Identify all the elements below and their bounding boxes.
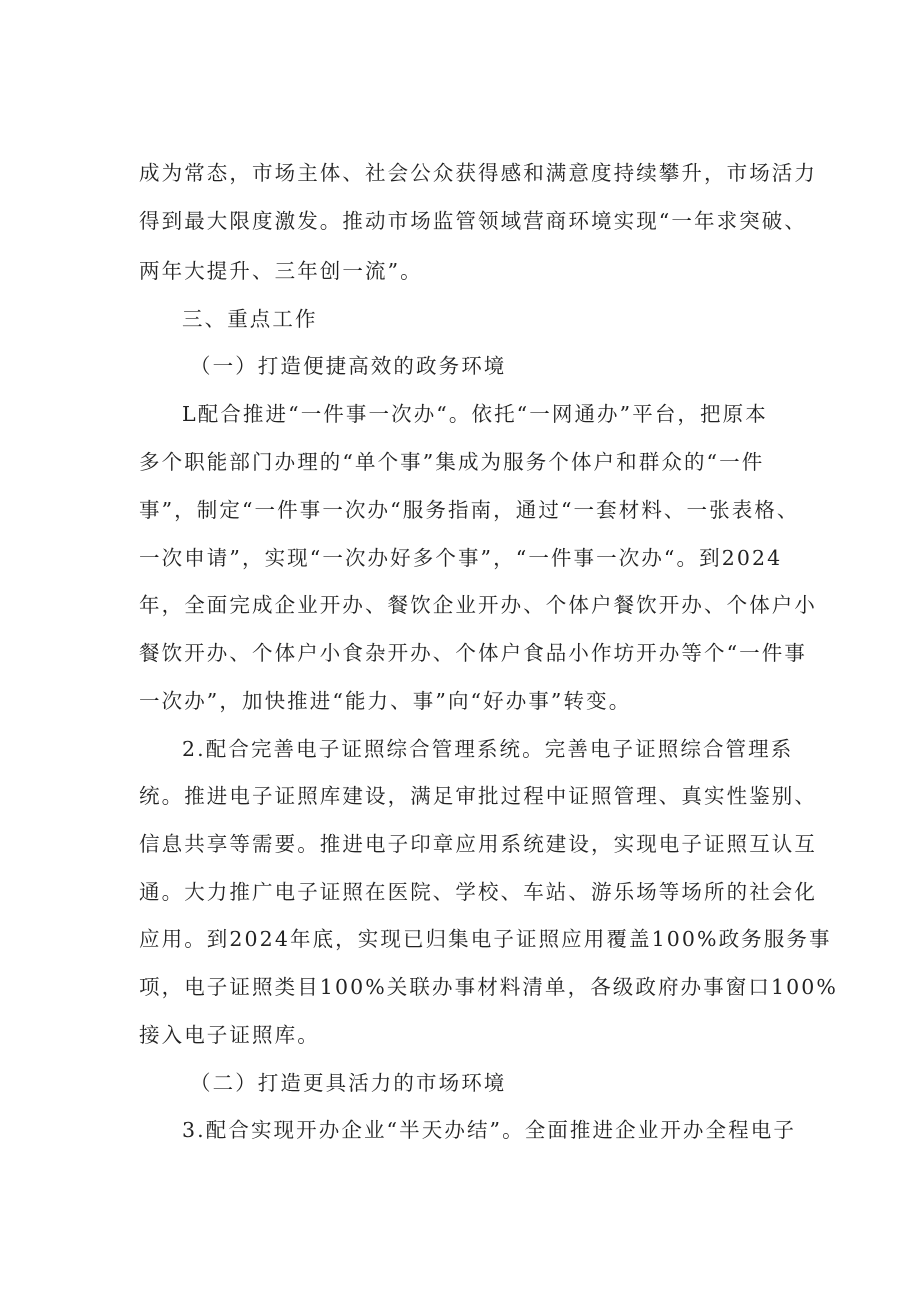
intro-line-3: 两年大提升、三年创一流”。	[139, 259, 423, 283]
item1-line-1: L配合推进“一件事一次办“。依托“一网通办”平台，把原本	[182, 402, 768, 426]
item1-line-2: 多个职能部门办理的“单个事”集成为服务个体户和群众的“一件	[139, 450, 765, 474]
item1-line-4: 一次申请”，实现“一次办好多个事”，“一件事一次办“。到2024	[139, 546, 783, 570]
section-heading-key-work: 三、重点工作	[182, 307, 318, 331]
item2-line-6: 项，电子证照类目100%关联办事材料清单，各级政府办事窗口100%	[139, 975, 839, 999]
item1-line-7: 一次办”，加快推进“能力、事”向“好办事”转变。	[139, 689, 632, 713]
item2-line-5: 应用。到2024年底，实现已归集电子证照应用覆盖100%政务服务事	[139, 927, 832, 951]
item2-line-1: 2.配合完善电子证照综合管理系统。完善电子证照综合管理系	[182, 737, 794, 761]
subsection-heading-market-environment: （二）打造更具活力的市场环境	[190, 1071, 507, 1095]
item2-line-7: 接入电子证照库。	[139, 1023, 320, 1047]
intro-line-2: 得到最大限度激发。推动市场监管领域营商环境实现“一年求突破、	[139, 209, 807, 233]
subsection-heading-government-environment: （一）打造便捷高效的政务环境	[190, 354, 507, 378]
item1-line-3: 事”，制定“一件事一次办“服务指南，通过“一套材料、一张表格、	[139, 498, 800, 522]
item3-line-1: 3.配合实现开办企业“半天办结”。全面推进企业开办全程电子	[182, 1118, 796, 1142]
item2-line-3: 信息共享等需要。推进电子印章应用系统建设，实现电子证照互认互	[139, 832, 817, 856]
item2-line-2: 统。推进电子证照库建设，满足审批过程中证照管理、真实性鉴别、	[139, 784, 817, 808]
item1-line-6: 餐饮开办、个体户小食杂开办、个体户食品小作坊开办等个“一件事	[139, 641, 807, 665]
intro-line-1: 成为常态，市场主体、社会公众获得感和满意度持续攀升，市场活力	[139, 161, 817, 185]
item1-line-5: 年，全面完成企业开办、餐饮企业开办、个体户餐饮开办、个体户小	[139, 593, 817, 617]
item2-line-4: 通。大力推广电子证照在医院、学校、车站、游乐场等场所的社会化	[139, 880, 817, 904]
